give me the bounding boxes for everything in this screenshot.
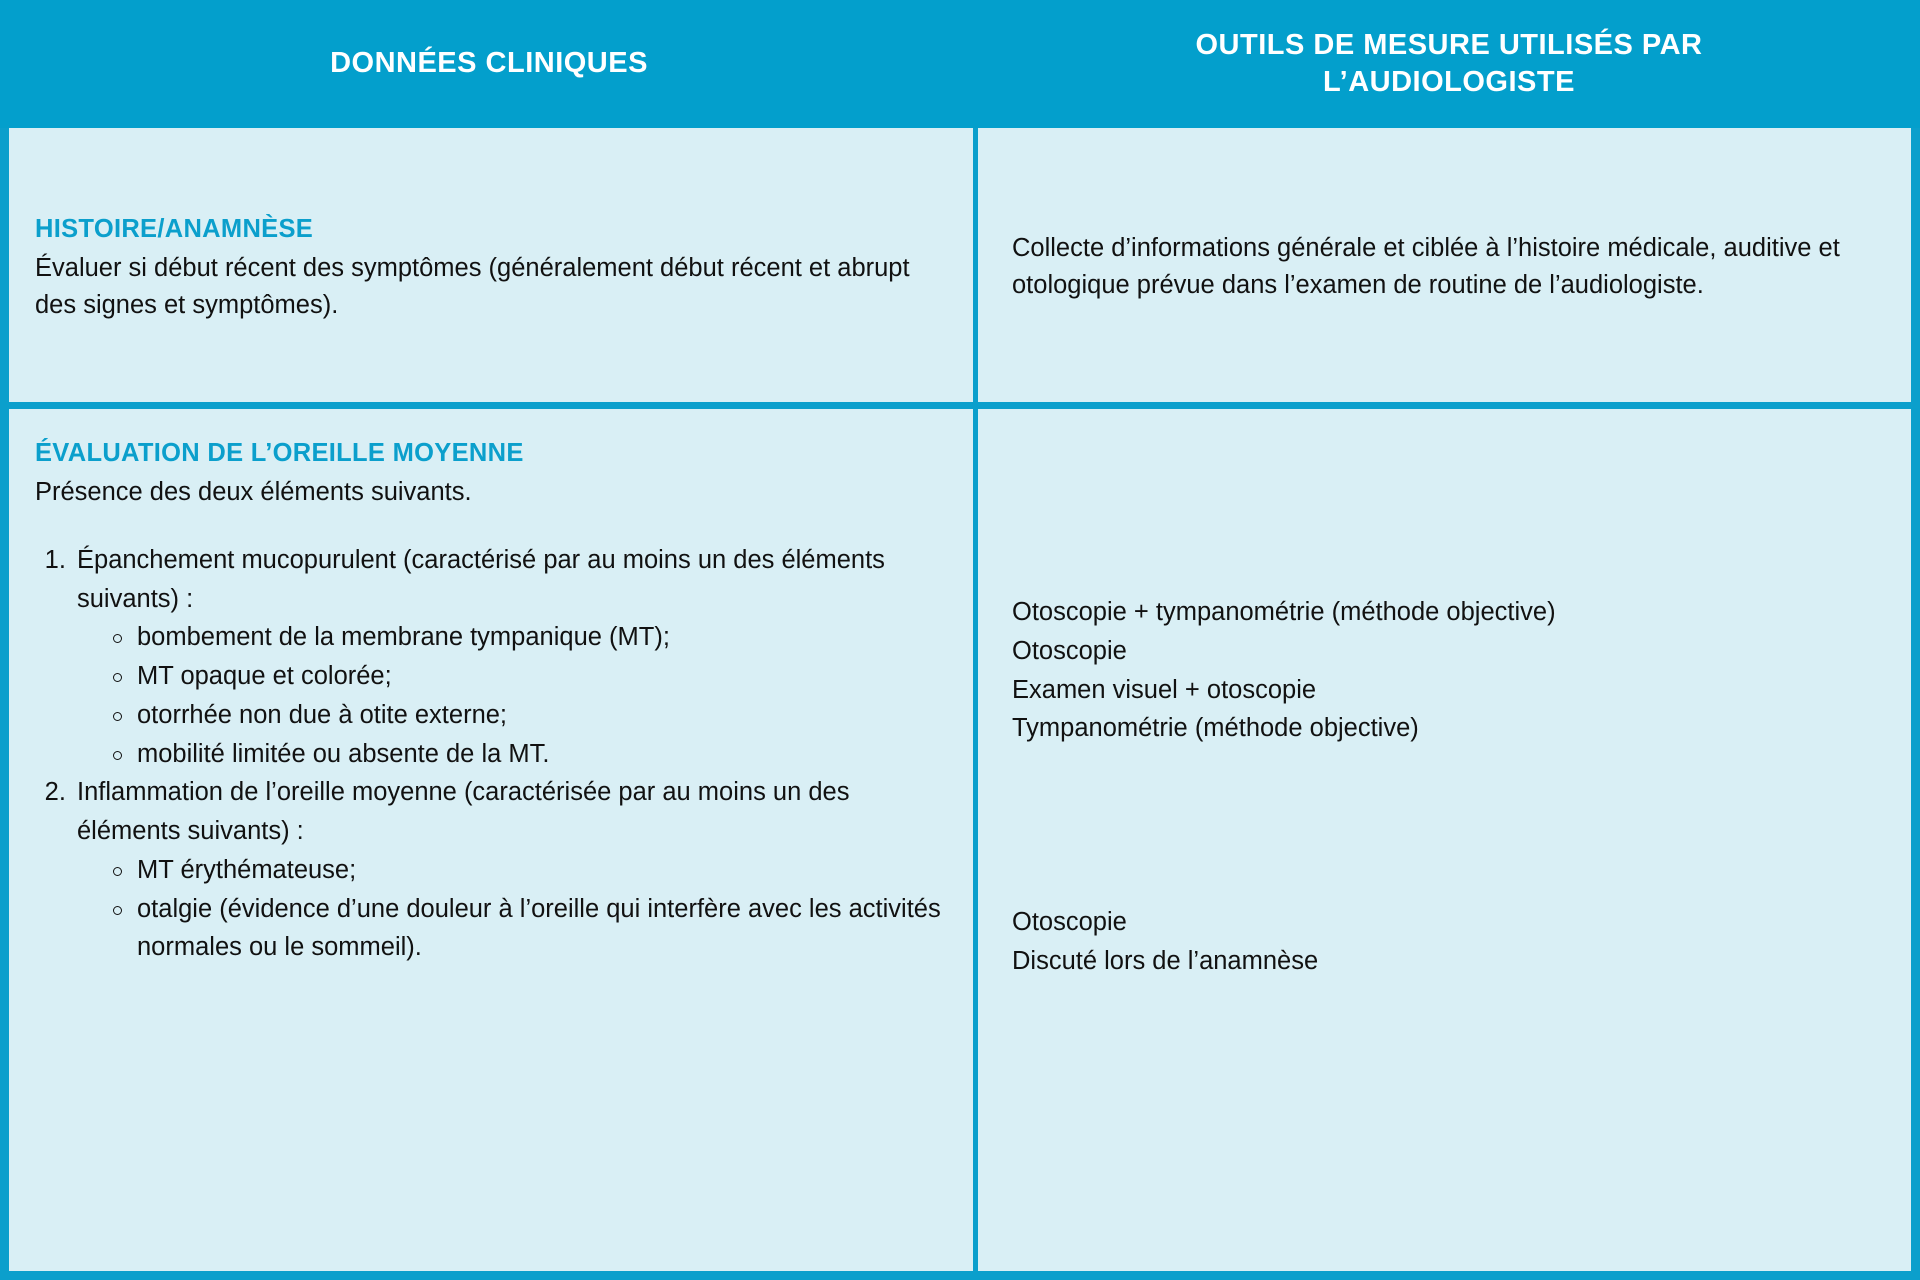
table-row [9, 128, 1911, 409]
criterion-1-subitem-label: MT opaque et colorée; [137, 662, 392, 691]
column-header-right-label: OUTILS DE MESURE UTILISÉS PAR L’AUDIOLOGISTE [1195, 28, 1703, 98]
tools-list [1012, 435, 1883, 1249]
criteria-ordered-list [35, 541, 945, 967]
cell-evaluation-oreille-moyenne-outils [978, 409, 1911, 1271]
cell-histoire-anamnese-outils [978, 128, 1911, 402]
table-header-row [0, 0, 1920, 128]
criterion-2-subitem-label: otalgie (évidence d’une douleur à l’oreille qui interfère avec les activités normales ou le sommeil). [137, 894, 941, 962]
criterion-1-sublist [77, 618, 945, 773]
hollow-circle-bullet-icon [113, 712, 122, 721]
criterion-2-subitem-label: MT érythémateuse; [137, 855, 357, 884]
list-item [111, 851, 945, 890]
table-body [0, 128, 1920, 1280]
list-item [111, 890, 945, 968]
body-outils-histoire-anamnese: Collecte d’informations générale et ciblée à l’histoire médicale, auditive et otologique prévue dans l’examen de routine de l’audiologiste. [1012, 234, 1840, 299]
hollow-circle-bullet-icon [113, 906, 122, 915]
tool-line: Tympanométrie (méthode objective) [1012, 714, 1419, 743]
subheading-evaluation-oreille-moyenne: ÉVALUATION DE L’OREILLE MOYENNE [35, 439, 524, 467]
column-header-donnees-cliniques [0, 0, 978, 128]
hollow-circle-bullet-icon [113, 634, 122, 643]
cell-evaluation-oreille-moyenne-clinique [9, 409, 978, 1271]
list-item [111, 618, 945, 657]
list-item [111, 735, 945, 774]
table-row [9, 409, 1911, 1271]
list-item [111, 696, 945, 735]
tool-line: Otoscopie [1012, 908, 1127, 936]
tool-line: Discuté lors de l’anamnèse [1012, 946, 1319, 975]
hollow-circle-bullet-icon [113, 751, 122, 760]
hollow-circle-bullet-icon [113, 673, 122, 682]
criterion-1-subitem-label: mobilité limitée ou absente de la MT. [137, 739, 550, 768]
criterion-2-sublist [77, 851, 945, 967]
tool-line: Examen visuel + otoscopie [1012, 675, 1317, 704]
body-histoire-anamnese: Évaluer si début récent des symptômes (généralement début récent et abrupt des signes et symptômes). [35, 253, 910, 319]
list-item [73, 541, 945, 774]
cell-histoire-anamnese-clinique [9, 128, 978, 402]
criterion-1-text: Épanchement mucopurulent (caractérisé par au moins un des éléments suivants) : [77, 545, 885, 613]
list-item [73, 773, 945, 967]
subheading-histoire-anamnese: HISTOIRE/ANAMNÈSE [35, 214, 314, 243]
criterion-1-subitem-label: bombement de la membrane tympanique (MT); [137, 623, 670, 652]
tools-top-spacer [1012, 435, 1883, 593]
tool-line: Otoscopie [1012, 636, 1127, 665]
tool-line: Otoscopie + tympanométrie (méthode objective) [1012, 598, 1556, 626]
list-item [111, 657, 945, 696]
tools-group-spacer [1012, 748, 1883, 903]
body-evaluation-oreille-moyenne: Présence des deux éléments suivants. [35, 478, 472, 507]
column-header-outils-de-mesure [978, 0, 1920, 128]
hollow-circle-bullet-icon [113, 867, 122, 876]
criterion-2-text: Inflammation de l’oreille moyenne (caractérisée par au moins un des éléments suivants) : [77, 778, 850, 846]
column-header-left-label: DONNÉES CLINIQUES [330, 47, 648, 80]
criterion-1-subitem-label: otorrhée non due à otite externe; [137, 700, 508, 729]
